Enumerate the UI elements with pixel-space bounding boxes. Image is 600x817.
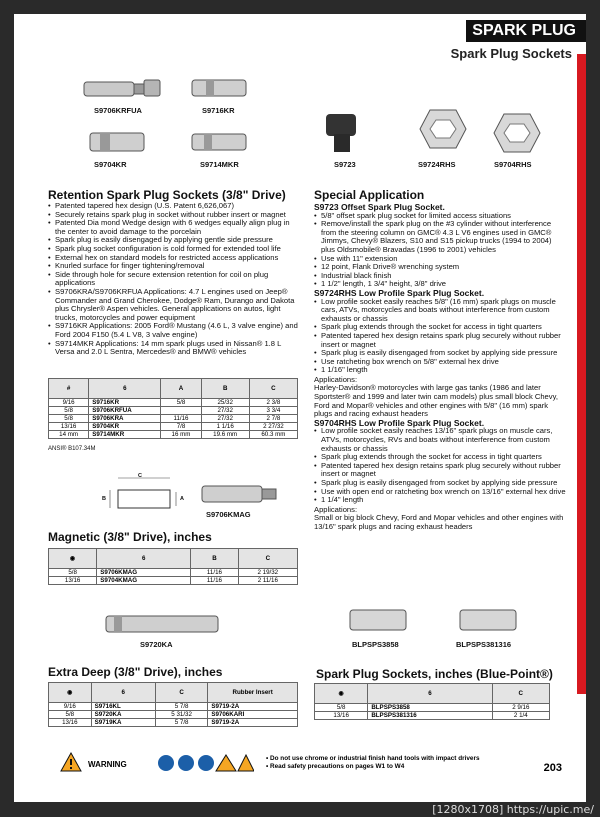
diagram-label-a: A xyxy=(180,496,184,502)
table-row: 9/16 S9716KL 5 7/8 S9719-2A xyxy=(49,703,298,711)
bullet: • Spark plug is easily disengaged by applying gentle side pressure xyxy=(48,236,300,245)
table-row: 13/16 S9704KMAG 11/16 2 11/16 xyxy=(49,577,298,585)
warning-note: • Read safety precautions on pages W1 to W4 xyxy=(266,763,405,770)
bullet: • Spark plug socket configuration is cold formed for extended tool life xyxy=(48,245,300,254)
size-icon-header: ◉ xyxy=(315,684,368,704)
apps-text: Small or big block Chevy, Ford and Mopar vehicles and other engines with 13/16" spark plugs and racing exhaust headers xyxy=(314,513,564,531)
product-label: BLPSPS3858 xyxy=(352,640,399,649)
bullet: • S9716KR Applications: 2005 Ford® Mustang (4.6 L, 3 valve engine) and Ford 2004 F150 (5.4 L V8, 3 valve engine) xyxy=(48,322,300,339)
warning-triangle-icon xyxy=(60,752,82,777)
apps-label: Applications: xyxy=(314,374,358,384)
special-column xyxy=(314,203,566,532)
product-label: S9706KRFUA xyxy=(94,106,142,115)
retention-bullets xyxy=(48,202,300,357)
product-label: S9704RHS xyxy=(494,160,532,169)
product-label: S9724RHS xyxy=(418,160,456,169)
section-subtitle: Spark Plug Sockets xyxy=(450,46,572,61)
diagram-label-b: B xyxy=(102,496,106,502)
socket-image-s9714mkr xyxy=(190,128,250,156)
hex-icon: 6 xyxy=(121,689,125,696)
bullet: • 1 1/2" length, 1 3/4" height, 3/8" drive xyxy=(314,280,566,289)
table-row: 5/8 BLPSPS3858 2 9/16 xyxy=(315,704,550,712)
blue-point-title: Spark Plug Sockets, inches (Blue-Point®) xyxy=(316,667,553,681)
safety-icons xyxy=(158,754,254,777)
bullet: • Remove/install the spark plug on the #3 cylinder without interference from the steering column on GMC® 4.3 L V6 engines used in GMC® Jimmys, Chevy® Blazers, S10 and S15 pickup trucks (1994 to 2004) plus Oldsmobile® Bravadas (1996 to 2001) vehicles xyxy=(314,220,566,254)
size-icon-header: ◉ xyxy=(49,683,92,703)
magnetic-title: Magnetic (3/8" Drive), inches xyxy=(48,530,212,544)
product-label: S9720KA xyxy=(140,640,173,649)
socket-image-s9704kr xyxy=(88,128,148,156)
socket-image-blpsps3858 xyxy=(348,606,408,634)
product-label: S9716KR xyxy=(202,106,235,115)
socket-image-s9706krfua xyxy=(82,74,162,102)
hex-header xyxy=(91,683,155,703)
product-label: S9706KMAG xyxy=(206,510,251,519)
product-label: BLPSPS381316 xyxy=(456,640,512,649)
col-header: C xyxy=(238,549,297,569)
warning-label: WARNING xyxy=(88,760,127,769)
socket-image-s9724rhs xyxy=(418,106,468,152)
col-header: C xyxy=(249,379,297,399)
col-header: B xyxy=(201,379,249,399)
bullet: • Patented Dia mond Wedge design with 6 wedges equally align plug in the center to avoid damage to the porcelain xyxy=(48,219,300,236)
product-label: S9723 xyxy=(334,160,356,169)
warning-note: • Do not use chrome or industrial finish hand tools with impact drivers xyxy=(266,755,480,762)
ansi-note: ANSI® B107.34M xyxy=(48,446,96,452)
bullet: • Knurled surface for finger tightening/removal xyxy=(48,262,300,271)
watermark: [1280x1708] https://upic.me/ xyxy=(432,803,594,816)
product-label: S9704KR xyxy=(94,160,127,169)
table-row: 5/8 S9720KA 5 31/32 S9706KARI xyxy=(49,711,298,719)
socket-dimension-diagram xyxy=(104,470,184,530)
table-row: 14 mm S9714MKR 16 mm 19.6 mm 60.3 mm xyxy=(49,431,298,439)
bullet: • Industrial black finish xyxy=(314,272,566,281)
socket-image-blpsps381316 xyxy=(458,606,518,634)
apps-text: Harley-Davidson® motorcycles with large gas tanks (1986 and later Sportster® and 1999 and later twin cam models) plus small block Chevy, Ford and Mopar® vehicles and other engines with 5/8" (16 mm) spark plugs and racing exhaust headers xyxy=(314,383,558,419)
special-title: Special Application xyxy=(314,188,425,202)
bullet: • S9714MKR Applications: 14 mm spark plugs used in Nissan® 1.8 L Versa and 2.0 L Sentra, Mercedes® and BMW® vehicles xyxy=(48,340,300,357)
hex-header xyxy=(97,549,191,569)
page-number: 203 xyxy=(543,762,562,774)
bullet: • Patented tapered hex design retains spark plug securely without rubber insert or magnet xyxy=(314,332,566,349)
product-label: S9714MKR xyxy=(200,160,239,169)
bullet: • Use ratcheting box wrench on 5/8" external hex drive xyxy=(314,358,566,367)
extra-deep-table xyxy=(48,682,298,727)
socket-image-s9716kr xyxy=(190,74,250,102)
hex-header xyxy=(368,684,492,704)
retention-title: Retention Spark Plug Sockets (3/8" Drive) xyxy=(48,188,286,202)
bullet: • Low profile socket easily reaches 13/16" spark plugs on muscle cars, ATVs, motorcycles, RVs and boats without interference from custom exhausts or chassis xyxy=(314,427,566,453)
section-header: SPARK PLUG xyxy=(466,20,586,42)
s9724-heading: S9724RHS Low Profile Spark Plug Socket. xyxy=(314,287,485,298)
table-row: 13/16 S9719KA 5 7/8 S9719-2A xyxy=(49,719,298,727)
bullet: • Patented tapered hex design (U.S. Patent 6,626,067) xyxy=(48,202,300,211)
bullet: • 5/8" offset spark plug socket for limited access situations xyxy=(314,212,566,221)
catalog-page xyxy=(14,14,586,802)
bullet: • S9706KRA/S9706KRFUA Applications: 4.7 L engines used on Jeep® Commander and Grand Cherokee, Dodge® Ram, Durango and Dakota plus Chrysler® Aspen vehicles. General applications on autos, light trucks, motorcycles and power equipment xyxy=(48,288,300,322)
socket-image-s9723 xyxy=(320,110,366,156)
table-row: 5/8 S9706KRA 11/16 27/32 2 7/8 xyxy=(49,415,298,423)
warning-notes xyxy=(266,755,480,771)
col-header: B xyxy=(191,549,238,569)
bullet: • Spark plug is easily disengaged from socket by applying side pressure xyxy=(314,349,566,358)
size-icon-header: ◉ xyxy=(49,549,97,569)
socket-image-s9704rhs xyxy=(492,110,542,156)
bullet: • Spark plug is easily disengaged from socket by applying side pressure xyxy=(314,479,566,488)
bullet: • Patented tapered hex design retains spark plug securely without rubber insert or magnet xyxy=(314,462,566,479)
blue-point-table xyxy=(314,683,550,720)
hash-icon-header: # xyxy=(49,379,89,399)
table-row: 13/16 S9704KR 7/8 1 1/16 2 27/32 xyxy=(49,423,298,431)
hex-header xyxy=(89,379,161,399)
bullet: • Spark plug extends through the socket for access in tight quarters xyxy=(314,453,566,462)
bullet: • Use with open end or ratcheting box wrench on 13/16" external hex drive xyxy=(314,488,566,497)
bullet: • Spark plug extends through the socket for access in tight quarters xyxy=(314,323,566,332)
extra-deep-title: Extra Deep (3/8" Drive), inches xyxy=(48,665,223,679)
col-header: Rubber Insert xyxy=(208,683,298,703)
table-row: 13/16 BLPSPS381316 2 1/4 xyxy=(315,712,550,720)
apps-label: Applications: xyxy=(314,504,358,514)
bullet: • 1 1/16" length xyxy=(314,366,566,375)
magnetic-table xyxy=(48,548,298,585)
red-side-bar xyxy=(577,54,586,694)
table-row: 9/16 S9716KR 5/8 25/32 2 3/8 xyxy=(49,399,298,407)
bullet: • Low profile socket easily reaches 5/8" (16 mm) spark plugs on muscle cars, ATVs, motorcycles and boats without interference from custom exhausts or chassis xyxy=(314,298,566,324)
bullet: • Side through hole for secure extension retention for coil on plug applications xyxy=(48,271,300,288)
hex-icon: 6 xyxy=(428,690,432,697)
s9704-heading: S9704RHS Low Profile Spark Plug Socket. xyxy=(314,417,485,428)
bullet: • Securely retains spark plug in socket without rubber insert or magnet xyxy=(48,211,300,220)
s9723-heading: S9723 Offset Spark Plug Socket. xyxy=(314,202,445,212)
col-header: C xyxy=(155,683,207,703)
bullet: • 1 1/4" length xyxy=(314,496,566,505)
bullet: • 12 point, Flank Drive® wrenching system xyxy=(314,263,566,272)
col-header: A xyxy=(161,379,201,399)
socket-image-s9706kmag xyxy=(200,480,280,508)
col-header: C xyxy=(492,684,549,704)
hex-icon: 6 xyxy=(142,555,146,562)
hex-icon: 6 xyxy=(123,385,127,392)
table-row: 5/8 S9706KRFUA 27/32 3 3/4 xyxy=(49,407,298,415)
diagram-label-c: C xyxy=(138,473,142,479)
bullet: • Use with 11" extension xyxy=(314,255,566,264)
retention-table xyxy=(48,378,298,439)
bullet: • External hex on standard models for restricted access applications xyxy=(48,254,300,263)
table-row: 5/8 S9706KMAG 11/16 2 19/32 xyxy=(49,569,298,577)
socket-image-s9720ka xyxy=(104,612,224,636)
